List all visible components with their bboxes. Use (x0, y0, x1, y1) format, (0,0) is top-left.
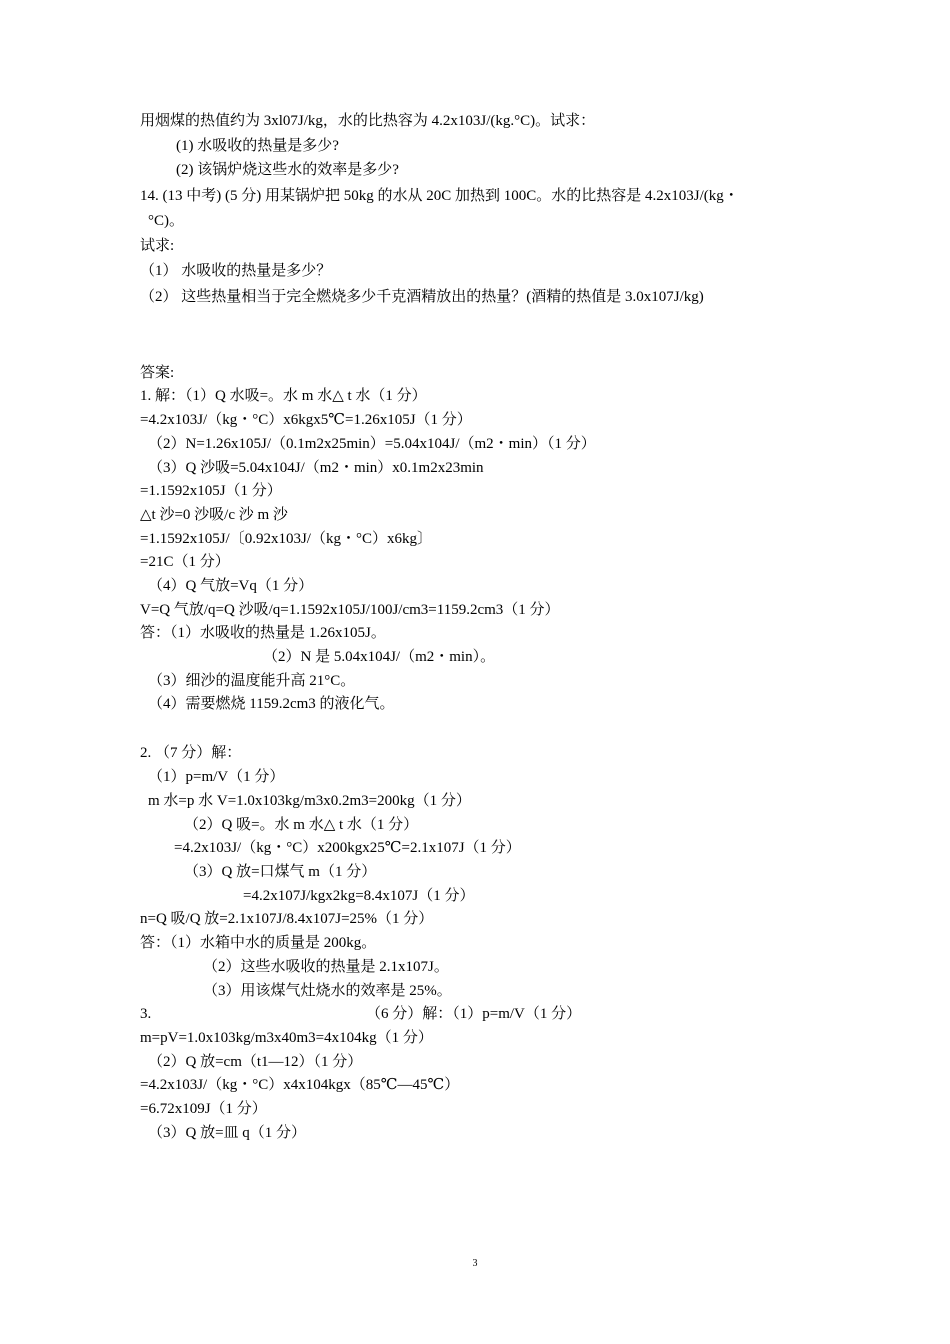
answer-heading: 答案: (140, 365, 175, 381)
text-line: （2）Q 吸=。水 m 水△ t 水（1 分） (184, 817, 419, 833)
text-line: 1. 解：（1）Q 水吸=。水 m 水△ t 水（1 分） (140, 388, 427, 404)
text-line: （2）Q 放=cm（t1—12）（1 分） (148, 1054, 363, 1070)
text-line: （4）需要燃烧 1159.2cm3 的液化气。 (148, 696, 395, 712)
text-line: （3）Q 放=口煤气 m（1 分） (184, 864, 377, 880)
text-line: （4）Q 气放=Vq（1 分） (148, 578, 314, 594)
text-line: n=Q 吸/Q 放=2.1x107J/8.4x107J=25%（1 分） (140, 911, 434, 927)
text-line: =4.2x107J/kgx2kg=8.4x107J（1 分） (243, 888, 475, 904)
text-line: =4.2x103J/（kg・°C）x6kgx5℃=1.26x105J（1 分） (140, 412, 472, 428)
text-line: =1.1592x105J（1 分） (140, 483, 282, 499)
text-line: （3）Q 放=皿 q（1 分） (148, 1125, 307, 1141)
text-line: =6.72x109J（1 分） (140, 1101, 267, 1117)
text-line: （1） 水吸收的热量是多少？ (140, 263, 332, 279)
text-line: （6 分）解：（1）p=m/V（1 分） (366, 1006, 582, 1022)
text-line: °C)。 (148, 213, 184, 229)
text-line: （3）细沙的温度能升高 21°C。 (148, 673, 356, 689)
text-line: 试求: (140, 238, 175, 254)
text-line: =4.2x103J/（kg・°C）x4x104kgx（85℃—45℃） (140, 1077, 460, 1093)
text-line: （2）这些水吸收的热量是 2.1x107J。 (203, 959, 449, 975)
text-line: （3）用该煤气灶烧水的效率是 25%。 (203, 983, 452, 999)
text-line: 答：（1）水箱中水的质量是 200kg。 (140, 935, 377, 951)
text-line: 14. (13 中考) (5 分) 用某锅炉把 50kg 的水从 20C 加热到 100C。水的比热容是 4.2x103J/(kg・ (140, 188, 739, 204)
text-line: 用烟煤的热值约为 3xl07J/kg，水的比热容为 4.2x103J/(kg.°C)。试求： (140, 113, 596, 129)
text-line: (2) 该锅炉烧这些水的效率是多少? (176, 162, 399, 178)
text-line: =21C（1 分） (140, 554, 230, 570)
text-line: （3）Q 沙吸=5.04x104J/（m2・min）x0.1m2x23min (148, 460, 484, 476)
text-line: m 水=p 水 V=1.0x103kg/m3x0.2m3=200kg（1 分） (148, 793, 471, 809)
text-line: 3. (140, 1006, 152, 1022)
text-line: （1）p=m/V（1 分） (148, 769, 285, 785)
text-line: (1) 水吸收的热量是多少? (176, 138, 339, 154)
text-line: 答：（1）水吸收的热量是 1.26x105J。 (140, 625, 386, 641)
text-line: m=pV=1.0x103kg/m3x40m3=4x104kg（1 分） (140, 1030, 433, 1046)
text-line: =4.2x103J/（kg・°C）x200kgx25℃=2.1x107J（1 分） (174, 840, 521, 856)
text-line: （2）N 是 5.04x104J/（m2・min）。 (263, 649, 496, 665)
text-line: △t 沙=0 沙吸/c 沙 m 沙 (140, 507, 288, 523)
page-number: 3 (472, 1258, 478, 1269)
text-line: （2）N=1.26x105J/（0.1m2x25min）=5.04x104J/（m2・min）（1 分） (148, 436, 596, 452)
text-line: （2） 这些热量相当于完全燃烧多少千克酒精放出的热量？(酒精的热值是 3.0x107J/kg) (140, 289, 704, 305)
text-line: =1.1592x105J/〔0.92x103J/（kg・°C）x6kg〕 (140, 531, 432, 547)
text-line: V=Q 气放/q=Q 沙吸/q=1.1592x105J/100J/cm3=1159.2cm3（1 分） (140, 602, 560, 618)
text-line: 2. （7 分）解： (140, 745, 242, 761)
